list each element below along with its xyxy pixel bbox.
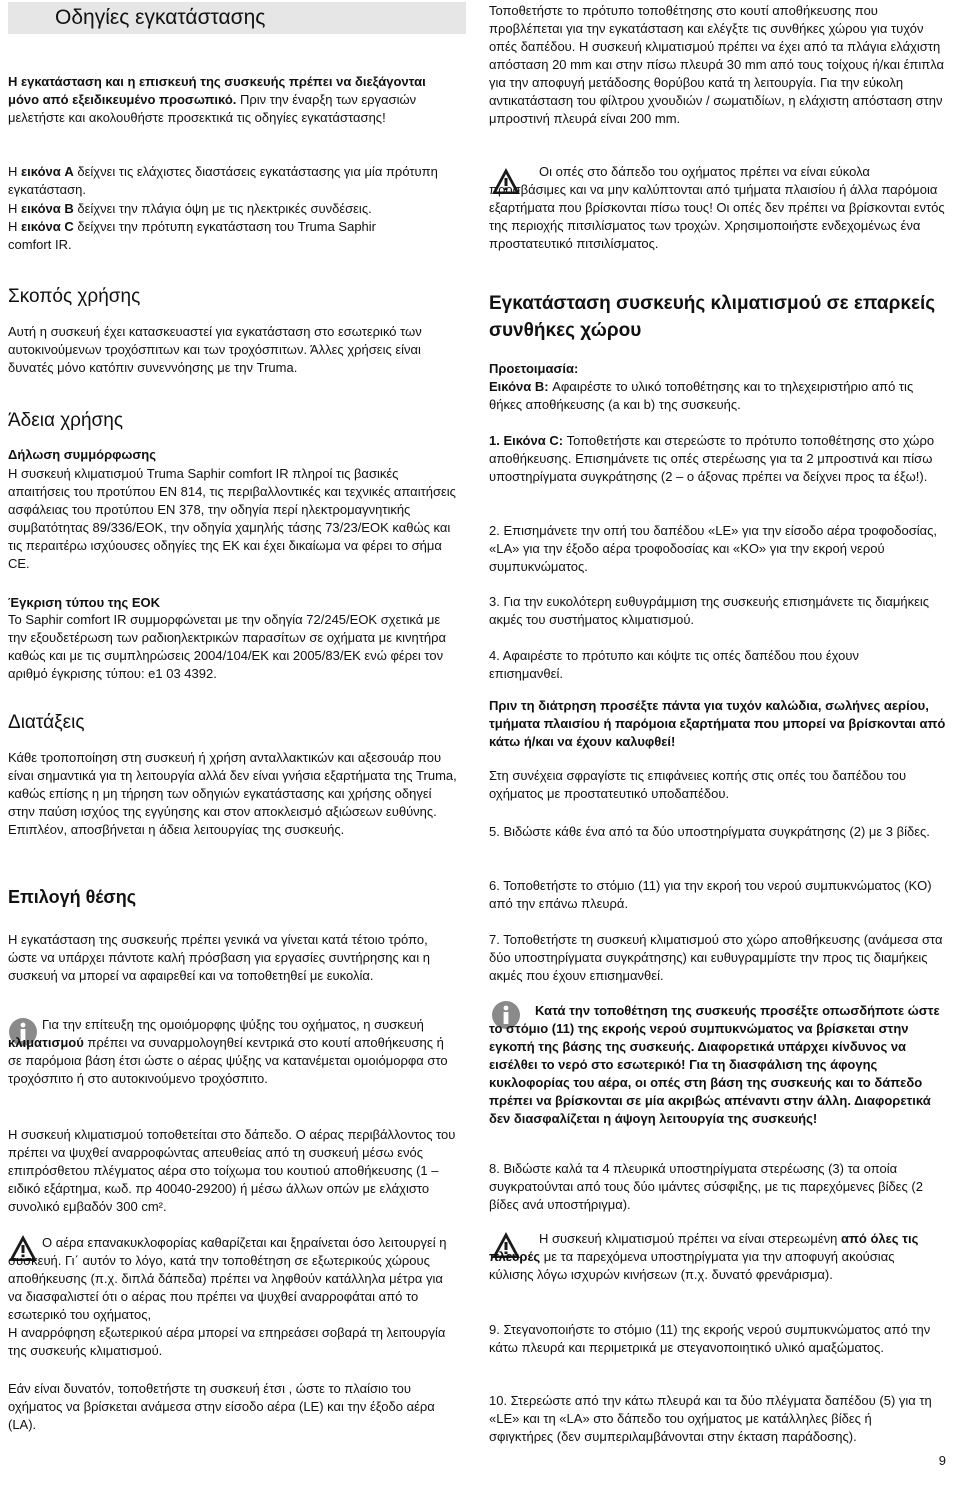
- approval-title: Έγκριση τύπου της ΕΟΚ: [8, 595, 161, 610]
- location-warning: Ο αέρα επανακυκλοφορίας καθαρίζεται και ξηραίνεται όσο λειτουργεί η συσκευή. Γι΄ αυτόν το λόγο, κατά την τοποθέτηση σε εξωτερικούς χώρους αποθήκευσης (π.χ. διπλά δάπεδα) πρέπει να ληφθούν κατάλληλα μέτρα για να διασφαλιστεί ότι ο αέρας που πρέπει να ψυχθεί αναρροφάται από το εσωτερικό του οχήματος,: [8, 1235, 447, 1322]
- location-warning-2: Η αναρρόφηση εξωτερικού αέρα μπορεί να επηρεάσει σοβαρά τη λειτουργία της συσκευής κλιματισμού.: [8, 1325, 446, 1358]
- location-p3: Εάν είναι δυνατόν, τοποθετήστε τη συσκευή έτσι , ώστε το πλαίσιο του οχήματος να βρίσκεται ανάμεσα στην είσοδο αέρα (LE) και την έξοδο αέρα (LA).: [8, 1381, 435, 1432]
- template-text: Τοποθετήστε το πρότυπο τοποθέτησης στο κουτί αποθήκευσης που προβλέπεται για την εγκατάσταση και ελέγξτε τις συνθήκες χώρου για τυχόν οπές δαπέδου. Η συσκευή κλιματισμού πρέπει να έχει από τα πλάγια ελάχιστη απόσταση 20 mm και στην πίσω πλευρά 30 mm από τους τοίχους ή/και έπιπλα για την αποφυγή μετάδοσης θορύβου κατά τη λειτουργία. Για την εύκολη αντικατάσταση του φίλτρου χνουδιών / σωματιδίων, η ελάχιστη απόσταση στην μπροστινή πλευρά είναι 200 mm.: [489, 3, 945, 126]
- step-8: 8. Βιδώστε καλά τα 4 πλευρικά υποστηρίγματα στερέωσης (3) τα οποία συγκρατούνται από τους δύο ιμάντες σύσφιξης, με τις παρεχόμενες βίδες (2 βίδες ανά υποστήριγμα).: [489, 1161, 923, 1212]
- step-3: 3. Για την ευκολότερη ευθυγράμμιση της συσκευής επισημάνετε τις διαμήκεις ακμές του συστήματος κλιματισμού.: [489, 594, 930, 627]
- location-p2: Η συσκευή κλιματισμού τοποθετείται στο δάπεδο. Ο αέρας περιβάλλοντος του πρέπει να ψυχθεί αναρροφώντας απευθείας από τη συσκευή μέσω ενός επιπρόσθετου πλέγματος αέρα στο τοίχωμα του κουτιού αποθήκευσης (1 – ειδικό εξάρτημα, κωδ. πρ 40040-29200) ή μέσω άλλων οπών με ελάχιστο συνολικό εμβαδόν 300 cm².: [8, 1127, 456, 1214]
- intro-warning: Η εγκατάσταση και η επισκευή της συσκευής πρέπει να διεξάγονται μόνο από εξειδικευμένο προσωπικό. Πριν την έναρξη των εργασιών μελετήστε και ακολουθήστε προσεκτικά τις οδηγίες εγκατάστασης!: [8, 74, 426, 125]
- step-10: 10. Στερεώστε από την κάτω πλευρά και τα δύο πλέγματα δαπέδου (5) για τη «LE» και τη «LA» στο δάπεδο του οχήματος με κατάλληλες βίδες ή σφιγκτήρες (δεν συμπεριλαμβάνονται στην έκταση παράδοσης).: [489, 1393, 932, 1444]
- step-2: 2. Επισημάνετε την οπή του δαπέδου «LE» για την είσοδο αέρα τροφοδοσίας, «LA» για την έξοδο αέρα τροφοδοσίας και «KO» για την εκροή νερού συμπυκνώματος.: [489, 523, 938, 574]
- approval-text: Το Saphir comfort IR συμμορφώνεται με την οδηγία 72/245/ΕΟΚ σχετικά με την εξουδετέρωση των ραδιοηλεκτρικών παρασίτων σε οχήματα με κινητήρα καθώς και με τις συμπληρώσεις 2004/104/ΕΚ και 2005/83/ΕΚ ενώ φέρει τον αριθμό έγκρισης τύπου: e1 03 4392.: [8, 612, 447, 681]
- page-number: 9: [938, 1453, 946, 1468]
- outlet-info: Κατά την τοποθέτηση της συσκευής προσέξτε οπωσδήποτε ώστε το στόμιο (11) της εκροής νερού συμπυκνώματος να βρίσκεται στην εγκοπή της βάσης της συσκευής. Διαφορετικά υπάρχει κίνδυνος να εισέλθει το νερό στο εσωτερικό! Για τη διασφάλιση της άφογης κυκλοφορίας του αέρα, οι οπές στη βάση της συσκευής και το δάπεδο πρέπει να βρίσκονται σε μία ακριβώς απέναντι στην άλλη. Διαφορετικά δεν διασφαλίζεται η άψογη λειτουργία της συσκευής!: [489, 1003, 940, 1126]
- location-info: Για την επίτευξη της ομοιόμορφης ψύξης του οχήματος, η συσκευή κλιματισμού πρέπει να συναρμολογηθεί κεντρικά στο κουτί αποθήκευσης ή σε παρόμοια βάση έτσι ώστε ο αέρας ψύξης να κατανέμεται ομοιόμορφα στο τροχόσπιτο ή στο αυτοκινούμενο τροχόσπιτο.: [8, 1017, 448, 1086]
- drilling-warning: Πριν τη διάτρηση προσέξτε πάντα για τυχόν καλώδια, σωλήνες αερίου, τμήματα πλαισίου ή παρόμοια εξαρτήματα που μπορεί να βρίσκονται από κάτω ή/και να έχουν καλυφθεί!: [489, 698, 946, 749]
- step-9: 9. Στεγανοποιήστε το στόμιο (11) της εκροής νερού συμπυκνώματος από την κάτω πλευρά και περιμετρικά με στεγανοποιητικό υλικό αμαξώματος.: [489, 1322, 931, 1355]
- license-heading: Άδεια χρήσης: [8, 410, 124, 431]
- intro-figure-c: Η εικόνα C δείχνει την πρότυπη εγκατάσταση του Truma Saphir comfort IR.: [8, 219, 377, 252]
- conformity-text: Η συσκευή κλιματισμού Truma Saphir comfort IR πληροί τις βασικές απαιτήσεις του προτύπου EN 814, τις περιβαλλοντικές και τεχνικές απαιτήσεις ασφάλειας του προτύπου EN 378, την οδηγία περί ηλεκτρομαγνητικής συμβατότητας 89/336/ΕΟΚ, την οδηγία χαμηλής τάσης 73/23/ΕΟΚ καθώς και τις περαιτέρω ισχύουσες οδηγίες της ΕΚ και έχει δικαίωμα να φέρει το σήμα CE.: [8, 466, 456, 571]
- regulations-heading: Διατάξεις: [8, 712, 85, 733]
- installation-heading: Εγκατάσταση συσκευής κλιματισμού σε επαρκείς συνθήκες χώρου: [489, 293, 936, 341]
- purpose-text: Αυτή η συσκευή έχει κατασκευαστεί για εγκατάσταση στο εσωτερικό των αυτοκινούμενων τροχόσπιτων και των τροχόσπιτων. Άλλες χρήσεις είναι δυνατές μόνο κατόπιν συνεννόησης με την Truma.: [8, 324, 422, 375]
- regulations-text: Κάθε τροποποίηση στη συσκευή ή χρήση ανταλλακτικών και αξεσουάρ που είναι σημαντικά για τη λειτουργία αλλά δεν είναι γνήσια εξαρτήματα της Truma, καθώς επίσης η μη τήρηση των οδηγιών εγκατάστασης και χρήσης οδηγεί στην παύση ισχύος της εγγύησης και στον αποκλεισμό αξιώσεων ευθύνης. Επιπλέον, αποσβήνεται η άδεια λειτουργίας της συσκευής.: [8, 750, 457, 837]
- location-heading: Επιλογή θέσης: [8, 887, 137, 907]
- seal-text: Στη συνέχεια σφραγίστε τις επιφάνειες κοπής στις οπές του δαπέδου του οχήματος με προστατευτικό υποδαπέδου.: [489, 768, 907, 801]
- intro-figure-a: Η εικόνα A δείχνει τις ελάχιστες διαστάσεις εγκατάστασης για μία πρότυπη εγκατάσταση.: [8, 164, 438, 197]
- step-4: 4. Αφαιρέστε το πρότυπο και κόψτε τις οπές δαπέδου που έχουν επισημανθεί.: [489, 648, 859, 681]
- step-6: 6. Τοποθετήστε το στόμιο (11) για την εκροή του νερού συμπυκνώματος (KO) από την επάνω πλευρά.: [489, 878, 932, 911]
- conformity-title: Δήλωση συμμόρφωσης: [8, 447, 157, 462]
- purpose-heading: Σκοπός χρήσης: [8, 286, 141, 307]
- location-p1: Η εγκατάσταση της συσκευής πρέπει γενικά να γίνεται κατά τέτοιο τρόπο, ώστε να υπάρχει πάντοτε καλή πρόσβαση για εργασίες συντήρησης και η συσκευή να μπορεί να αφαιρεθεί και να τοποθετηθεί με ευκολία.: [8, 932, 430, 983]
- step-1: 1. Εικόνα C: Τοποθετήστε και στερεώστε το πρότυπο τοποθέτησης στο χώρο αποθήκευσης. Επισημάνετε τις οπές στερέωσης για τα 2 μπροστινά και πίσω υποστηρίγματα συγκράτησης (2 – ο άξονας πρέπει να δείχνει προς τα έξω!).: [489, 433, 935, 484]
- intro-figure-b: Η εικόνα B δείχνει την πλάγια όψη με τις ηλεκτρικές συνδέσεις.: [8, 201, 372, 216]
- fixing-warning: Η συσκευή κλιματισμού πρέπει να είναι στερεωμένη από όλες τις πλευρές με τα παρεχόμενα υποστηρίγματα για την αποφυγή ακούσιας κύλισης λόγω ισχυρών κινήσεων (π.χ. δυνατό φρενάρισμα).: [489, 1231, 919, 1282]
- header-bar: [8, 2, 466, 34]
- step-5: 5. Βιδώστε κάθε ένα από τα δύο υποστηρίγματα συγκράτησης (2) με 3 βίδες.: [489, 824, 930, 839]
- step-7: 7. Τοποθετήστε τη συσκευή κλιματισμού στο χώρο αποθήκευσης (ανάμεσα στα δύο υποστηρίγματα συγκράτησης) και ευθυγραμμίστε την προς τις διαμήκεις ακμές που έχουν επισημανθεί.: [489, 932, 943, 983]
- prep-text: Εικόνα B: Αφαιρέστε το υλικό τοποθέτησης και το τηλεχειριστήριο από τις θήκες αποθήκευσης (a και b) της συσκευής.: [489, 379, 914, 412]
- floor-holes-warning: Οι οπές στο δάπεδο του οχήματος πρέπει να είναι εύκολα προσβάσιμες και να μην καλύπτονται από τμήματα πλαισίου ή άλλα παρόμοια εξαρτήματα που βρίσκονται πίσω τους! Οι οπές δεν πρέπει να βρίσκονται εντός της περιοχής πιτσιλίσματος των τροχών. Χρησιμοποιήστε ενδεχομένως ένα προστατευτικό πιτσιλίσματος.: [489, 164, 945, 251]
- page-title: Οδηγίες εγκατάστασης: [55, 6, 266, 29]
- prep-title: Προετοιμασία:: [489, 361, 579, 376]
